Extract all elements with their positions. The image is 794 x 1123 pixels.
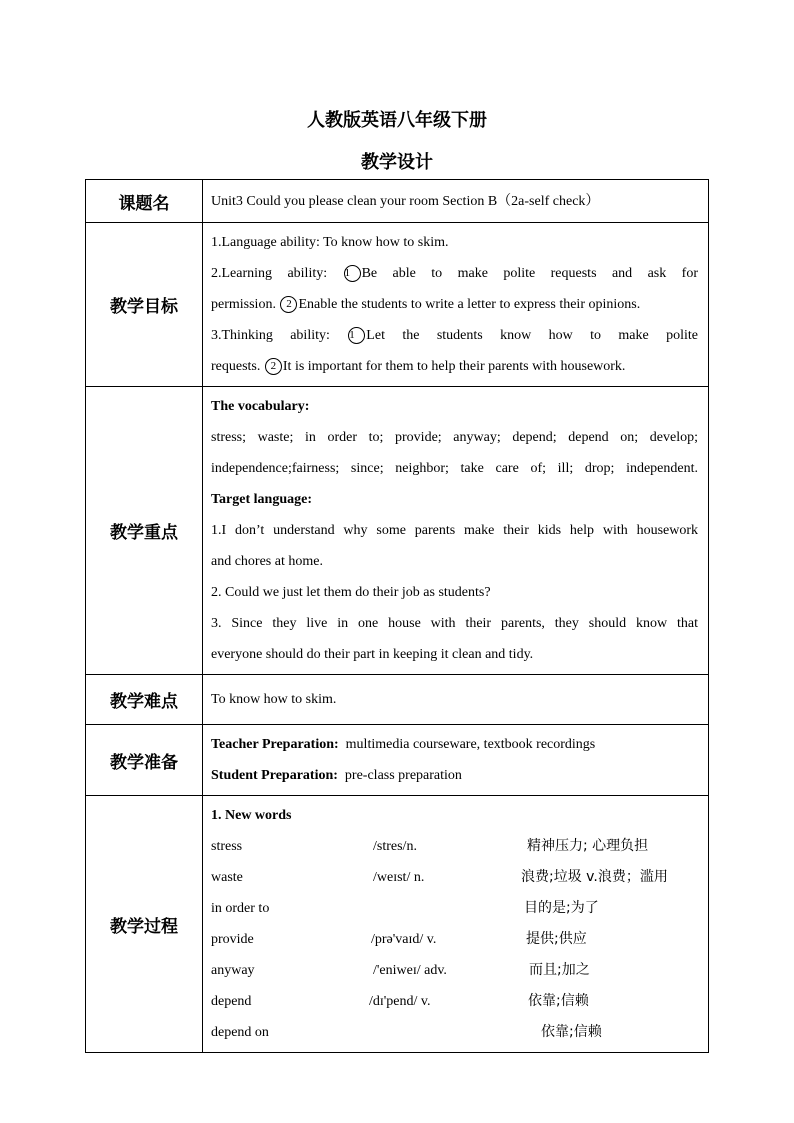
circled-number-1: 1 [344, 265, 361, 282]
objective-line-3 [211, 289, 698, 320]
topic-cell [203, 180, 709, 223]
table-row-topic [86, 180, 709, 223]
table-row-difficulties [86, 675, 709, 725]
objective-3-prefix: permission. [211, 297, 276, 312]
topic-text: Unit3 Could you please clean your room Section B（2a-self check） [211, 193, 600, 209]
word-term: in order to [211, 901, 270, 916]
word-meaning: 浪费;垃圾 v.浪费；滥用 [521, 869, 668, 885]
word-term: provide [211, 932, 254, 947]
word-pronunciation: /stres/n. [373, 839, 417, 854]
row-label-topic: 课题名 [86, 180, 203, 223]
student-preparation [211, 760, 698, 791]
word-row [211, 831, 698, 862]
target-line-1b: and chores at home. [211, 554, 323, 569]
vocab-line-1: stress; waste; in order to; provide; anyway; depend; depend on; develop; [211, 430, 698, 445]
word-pronunciation: /prə'vaɪd/ v. [371, 932, 437, 947]
teacher-prep-label: Teacher Preparation: [211, 737, 339, 752]
document-subtitle: 教学设计 [361, 152, 433, 173]
word-meaning: 精神压力; 心理负担 [527, 838, 649, 854]
key-points-cell [203, 387, 709, 675]
student-prep-text: pre-class preparation [344, 768, 462, 783]
new-words-heading: 1. New words [211, 808, 292, 823]
student-prep-label: Student Preparation: [211, 768, 338, 783]
target-line-2: 2. Could we just let them do their job as students? [211, 585, 491, 600]
table-row-process [86, 796, 709, 1053]
process-cell [203, 796, 709, 1053]
objective-2-text: Be able to make polite requests and ask for [361, 266, 698, 281]
word-meaning: 依靠;信赖 [541, 1024, 602, 1040]
word-pronunciation: /dɪ'pend/ v. [369, 994, 431, 1009]
objective-line-4 [211, 320, 698, 351]
teacher-prep-text: multimedia courseware, textbook recordings [345, 737, 596, 752]
word-row [211, 986, 698, 1017]
word-term: anyway [211, 963, 255, 978]
objectives-cell [203, 223, 709, 387]
word-row [211, 955, 698, 986]
word-meaning: 提供;供应 [526, 931, 587, 947]
row-label-objectives: 教学目标 [86, 223, 203, 387]
objective-line-1: 1.Language ability: To know how to skim. [211, 235, 449, 250]
difficulties-text: To know how to skim. [211, 692, 337, 707]
table-row-objectives [86, 223, 709, 387]
document-title: 人教版英语八年级下册 [307, 110, 487, 131]
objective-4-text: Let the students know how to make polite [366, 328, 699, 343]
circled-number-2: 2 [265, 358, 282, 375]
objective-3-text: Enable the students to write a letter to express their opinions. [298, 297, 641, 312]
circled-number-2: 2 [280, 296, 297, 313]
objective-2-prefix: 2.Learning ability: [211, 266, 328, 281]
word-row [211, 893, 698, 924]
row-label-difficulties: 教学难点 [86, 675, 203, 725]
objective-line-2 [211, 258, 698, 289]
row-label-key-points: 教学重点 [86, 387, 203, 675]
word-term: depend on [211, 1025, 269, 1040]
target-line-3a: 3. Since they live in one house with their parents, they should know that [211, 616, 698, 631]
preparation-cell [203, 725, 709, 796]
lesson-plan-table [85, 179, 709, 1053]
table-row-key-points [86, 387, 709, 675]
word-meaning: 依靠;信赖 [528, 993, 589, 1009]
objective-5-prefix: requests. [211, 359, 261, 374]
word-meaning: 而且;加之 [529, 962, 590, 978]
objective-5-text: It is important for them to help their parents with housework. [282, 359, 626, 374]
word-pronunciation: /weɪst/ n. [373, 870, 425, 885]
row-label-preparation: 教学准备 [86, 725, 203, 796]
word-meaning: 目的是;为了 [524, 900, 599, 916]
word-term: waste [211, 870, 243, 885]
circled-number-1: 1 [348, 327, 365, 344]
target-heading: Target language: [211, 492, 312, 507]
target-line-3b: everyone should do their part in keeping it clean and tidy. [211, 647, 534, 662]
objective-4-prefix: 3.Thinking ability: [211, 328, 330, 343]
word-row [211, 862, 698, 893]
vocab-line-2: independence;fairness; since; neighbor; take care of; ill; drop; independent. [211, 461, 698, 476]
target-line-1a: 1.I don’t understand why some parents make their kids help with housework [211, 523, 698, 538]
word-row [211, 1017, 698, 1048]
word-term: stress [211, 839, 243, 854]
word-term: depend [211, 994, 252, 1009]
row-label-process: 教学过程 [86, 796, 203, 1053]
word-row [211, 924, 698, 955]
vocab-heading: The vocabulary: [211, 399, 310, 414]
objective-line-5 [211, 351, 698, 382]
difficulties-cell [203, 675, 709, 725]
word-pronunciation: /'eniweɪ/ adv. [373, 963, 447, 978]
table-row-preparation [86, 725, 709, 796]
teacher-preparation [211, 729, 698, 760]
